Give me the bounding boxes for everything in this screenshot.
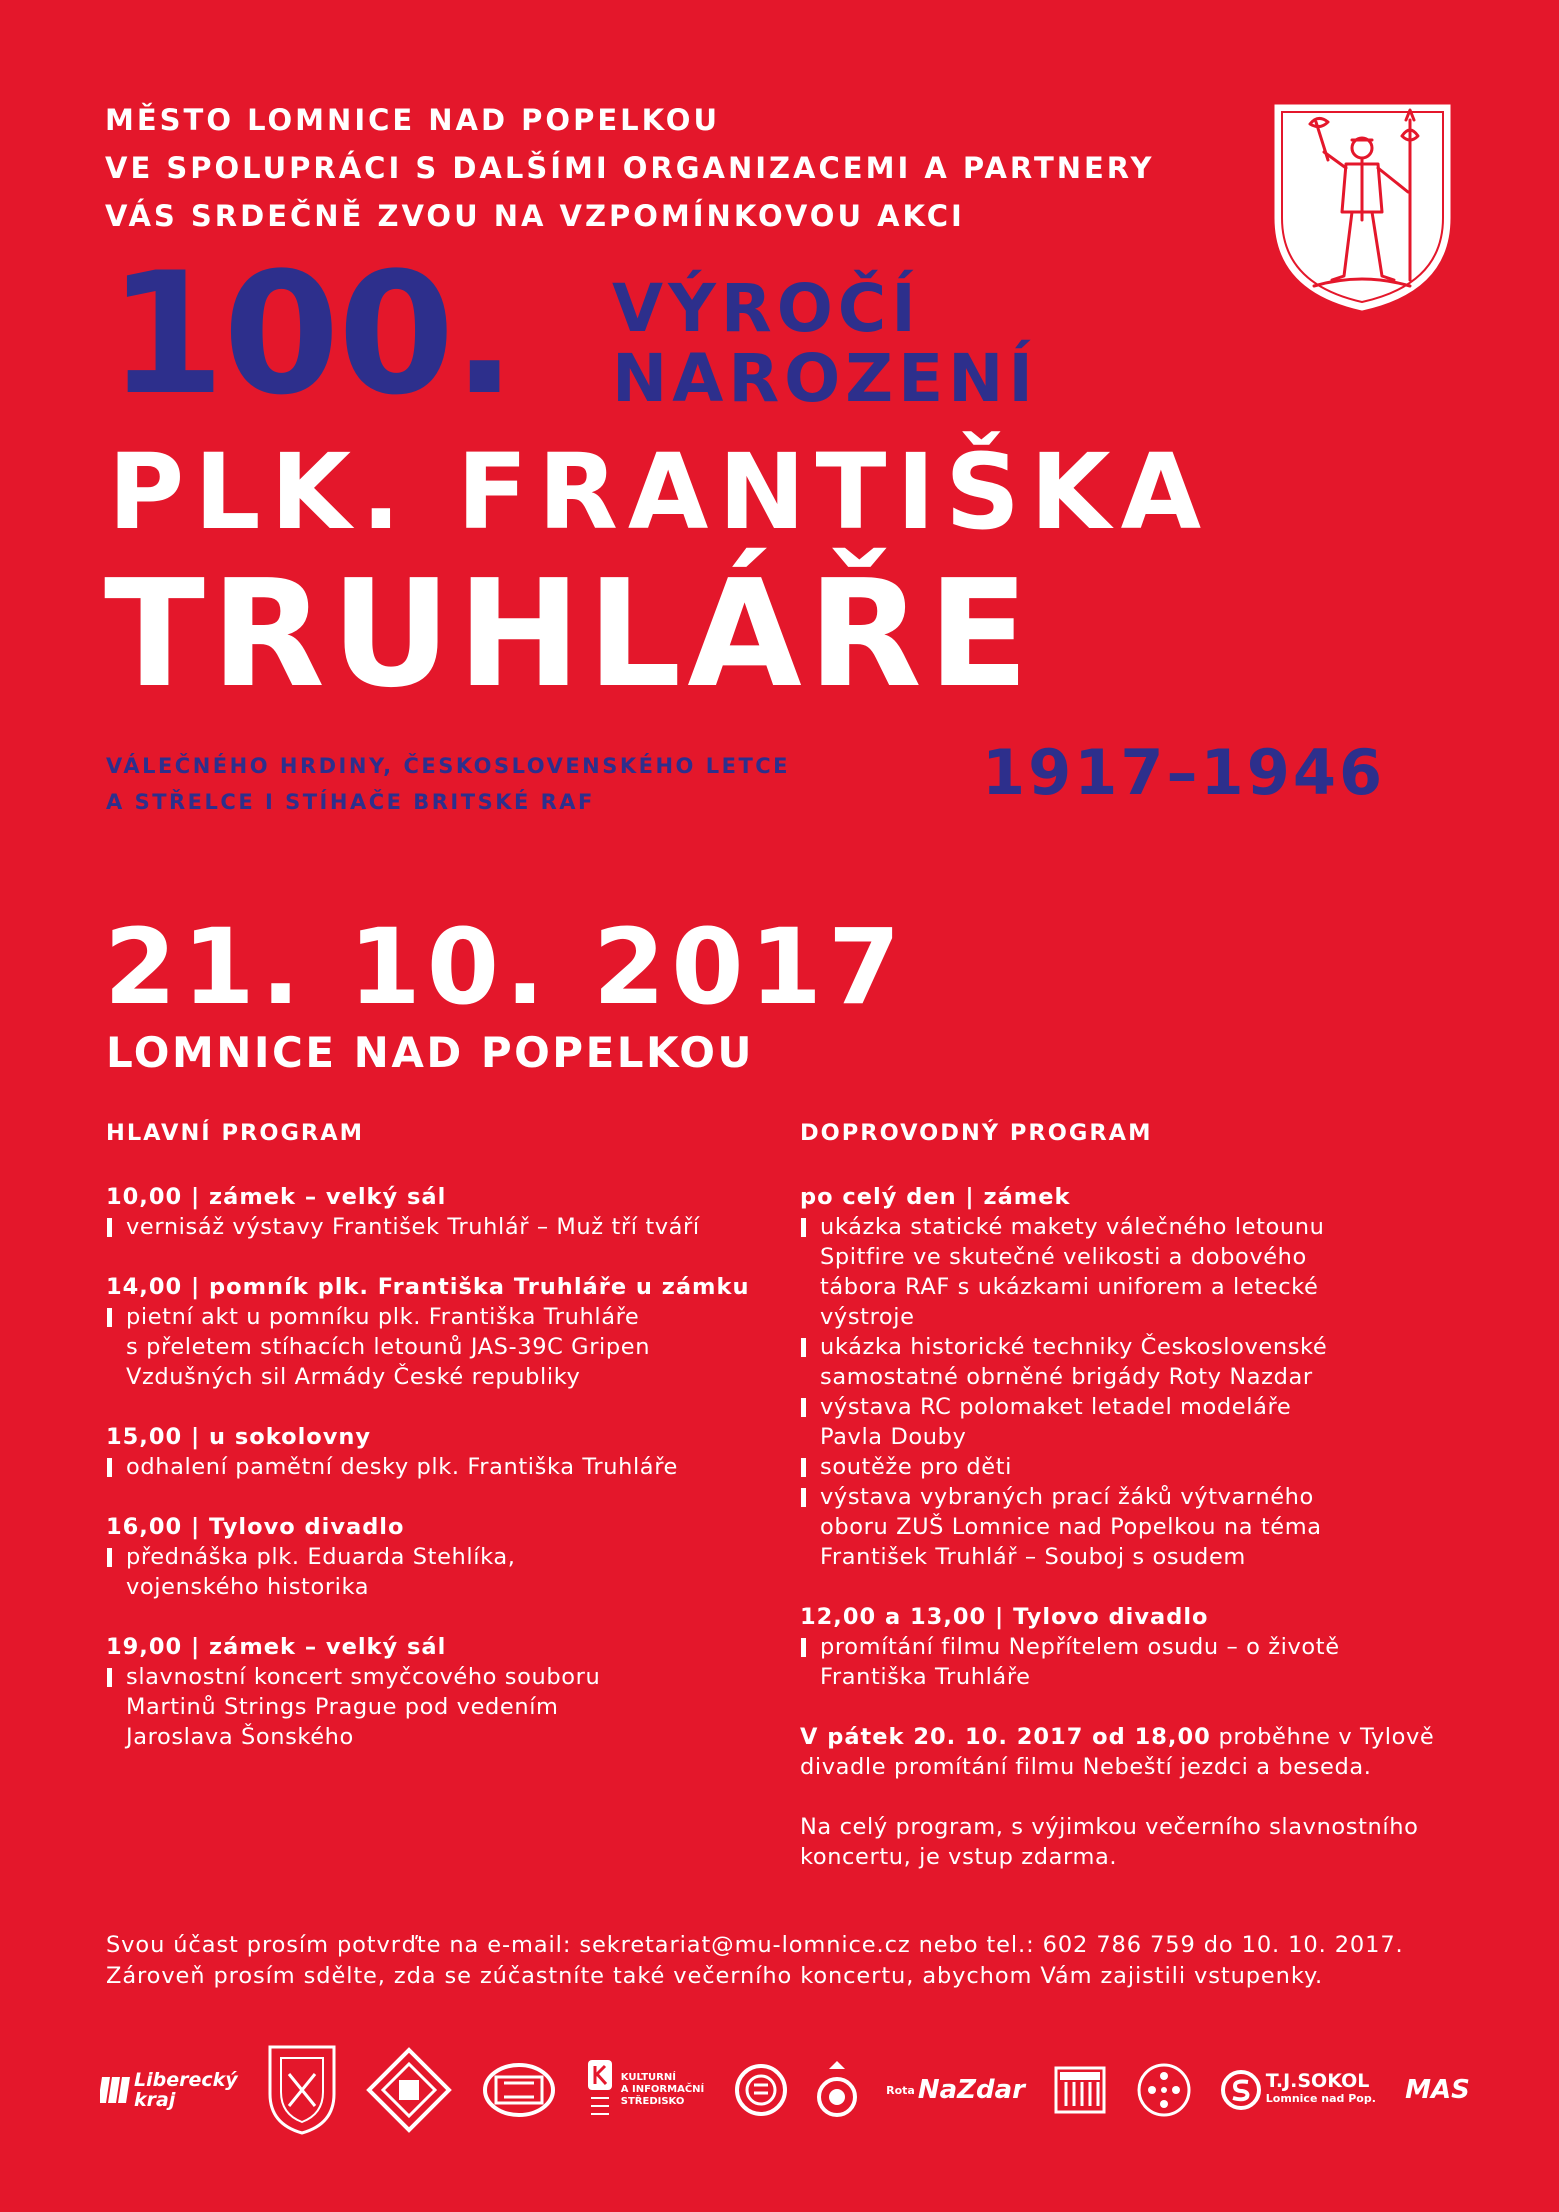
intro-line-3: VÁS SRDEČNĚ ZVOU NA VZPOMÍNKOVOU AKCI [105, 199, 965, 233]
friday-note [800, 1722, 1434, 1782]
program-item-text: odhalení pamětní desky plk. Františka Truhláře [126, 1454, 678, 1480]
sokol-icon [1221, 2070, 1261, 2110]
bullet-bar [801, 1218, 806, 1237]
program-item-text: pietní akt u pomníku plk. Františka Truhláře [126, 1304, 640, 1330]
kic-logo [585, 2058, 704, 2122]
sokol-logo [1221, 2070, 1376, 2110]
free-entry-line-1: Na celý program, s výjimkou večerního slavnostního [800, 1814, 1419, 1840]
main-program [106, 1118, 749, 1782]
program-block [106, 1422, 749, 1482]
program-item-text: soutěže pro děti [820, 1454, 1012, 1480]
bullet-bar [801, 1458, 806, 1477]
raf-roundel-icon [817, 2059, 857, 2121]
program-item [800, 1332, 1434, 1362]
bullet-bar [801, 1398, 806, 1417]
bullet-bar [801, 1338, 806, 1357]
program-block [800, 1602, 1434, 1692]
intro-line-1: MĚSTO LOMNICE NAD POPELKOU [105, 103, 720, 137]
bullet-bar [107, 1548, 112, 1567]
kic-line-3: STŘEDISKO [620, 2096, 685, 2107]
intro-line-2: VE SPOLUPRÁCI S DALŠÍMI ORGANIZACEMI A PARTNERY [105, 151, 1155, 185]
program-block-title: 16,00 | Tylovo divadlo [106, 1514, 405, 1540]
program-item-text: slavnostní koncert smyčcového souboru [126, 1664, 601, 1690]
bullet-bar [801, 1488, 806, 1507]
program-item-continuation: výstroje [820, 1304, 915, 1330]
hero-subtitle-line-2: A STŘELCE I STÍHAČE BRITSKÉ RAF [106, 790, 595, 814]
anniversary-number: 100. [108, 236, 515, 432]
hero-subtitle [106, 748, 790, 820]
side-program-heading: DOPROVODNÝ PROGRAM [800, 1120, 1153, 1146]
program-block-title: 19,00 | zámek – velký sál [106, 1634, 447, 1660]
liberecky-kraj-logo [100, 2070, 238, 2110]
program-item [106, 1662, 749, 1692]
kic-k-icon [585, 2058, 615, 2122]
bullet-bar [801, 1638, 806, 1657]
theatre-logo-icon [1054, 2066, 1106, 2114]
program-block [106, 1632, 749, 1752]
hero-subtitle-line-1: VÁLEČNÉHO HRDINY, ČESKOSLOVENSKÉHO LETCE [106, 754, 791, 778]
sokol-subtitle: Lomnice nad Pop. [1265, 2092, 1376, 2105]
rsvp-footer [106, 1930, 1404, 1992]
free-entry-note [800, 1812, 1434, 1872]
program-item [800, 1212, 1434, 1242]
partner-logos [100, 2035, 1470, 2145]
kic-line-1: KULTURNÍ [620, 2072, 676, 2083]
program-block-title: po celý den | zámek [800, 1184, 1071, 1210]
intro-text [105, 96, 1155, 240]
nazdar-label: NaZdar [917, 2075, 1025, 2105]
side-program [800, 1118, 1434, 1902]
program-item-continuation: samostatné obrněné brigády Roty Nazdar [820, 1364, 1313, 1390]
rota-nazdar-logo [886, 2075, 1025, 2105]
program-item [800, 1452, 1434, 1482]
program-block [106, 1512, 749, 1602]
program-item-continuation: s přeletem stíhacích letounů JAS-39C Gripen [126, 1334, 651, 1360]
sokol-title: T.J.SOKOL [1265, 2070, 1370, 2092]
program-block [106, 1272, 749, 1392]
bullet-bar [107, 1308, 112, 1327]
liberecky-kraj-icon [100, 2073, 130, 2107]
event-place: LOMNICE NAD POPELKOU [106, 1028, 755, 1077]
bullet-bar [107, 1668, 112, 1687]
program-item-continuation: Vzdušných sil Armády České republiky [126, 1364, 581, 1390]
anniversary-word-2: NAROZENÍ [612, 340, 1038, 417]
kic-line-2: A INFORMAČNÍ [620, 2084, 705, 2095]
program-item-continuation: tábora RAF s ukázkami uniforem a letecké [820, 1274, 1319, 1300]
program-item-text: vernisáž výstavy František Truhlář – Muž tří tváří [126, 1214, 700, 1240]
army-emblem-icon [366, 2047, 452, 2133]
program-item-text: ukázka historické techniky Československé [820, 1334, 1328, 1360]
liberecky-kraj-line-2: kraj [134, 2089, 176, 2111]
friday-note-line-2: divadle promítání filmu Nebeští jezdci a beseda. [800, 1754, 1372, 1780]
main-program-heading: HLAVNÍ PROGRAM [106, 1120, 365, 1146]
round-badge-icon [734, 2063, 788, 2117]
program-item-continuation: Martinů Strings Prague pod vedením [126, 1694, 559, 1720]
program-block [800, 1182, 1434, 1572]
rota-label: Rota [886, 2083, 915, 2097]
floral-circle-icon [1136, 2062, 1192, 2118]
program-item-text: přednáška plk. Eduarda Stehlíka, [126, 1544, 516, 1570]
program-item-continuation: Spitfire ve skutečné velikosti a dobového [820, 1244, 1307, 1270]
liberecky-kraj-line-1: Liberecký [134, 2069, 238, 2091]
life-years: 1917–1946 [982, 736, 1386, 809]
program-item [800, 1392, 1434, 1422]
bullet-bar [107, 1218, 112, 1237]
anniversary-word-1: VÝROČÍ [612, 270, 921, 347]
program-item-text: promítání filmu Nepřítelem osudu – o životě [820, 1634, 1340, 1660]
rsvp-line-1: Svou účast prosím potvrďte na e-mail: sekretariat@mu-lomnice.cz nebo tel.: 602 786 759 do 10. 10. 2017. [106, 1932, 1404, 1958]
program-item [106, 1212, 749, 1242]
program-item [106, 1542, 749, 1572]
program-block-title: 14,00 | pomník plk. Františka Truhláře u zámku [106, 1274, 750, 1300]
osvh-logo-icon [482, 2061, 556, 2119]
program-item-continuation: Pavla Douby [820, 1424, 967, 1450]
program-item [106, 1452, 749, 1482]
free-entry-line-2: koncertu, je vstup zdarma. [800, 1844, 1118, 1870]
program-block [106, 1182, 749, 1242]
mas-logo: MAS [1405, 2075, 1470, 2105]
surname-heading: TRUHLÁŘE [104, 548, 1035, 720]
friday-note-bold: V pátek 20. 10. 2017 od 18,00 [800, 1724, 1211, 1750]
program-item-continuation: František Truhlář – Souboj s osudem [820, 1544, 1246, 1570]
city-crest-icon [1270, 100, 1455, 315]
anniversary-words [612, 270, 1038, 417]
program-item-continuation: Jaroslava Šonského [126, 1724, 354, 1750]
friday-note-line-1 [800, 1722, 1434, 1752]
program-item [800, 1632, 1434, 1662]
program-block-title: 10,00 | zámek – velký sál [106, 1184, 447, 1210]
program-item [106, 1302, 749, 1332]
bullet-bar [107, 1458, 112, 1477]
military-crest-icon [267, 2044, 337, 2136]
friday-note-rest: proběhne v Tylově [1210, 1724, 1435, 1750]
program-item-continuation: oboru ZUŠ Lomnice nad Popelkou na téma [820, 1514, 1322, 1540]
event-date: 21. 10. 2017 [104, 906, 907, 1028]
program-item-text: výstava vybraných prací žáků výtvarného [820, 1484, 1314, 1510]
program-item-continuation: vojenského historika [126, 1574, 370, 1600]
program-item-text: výstava RC polomaket letadel modeláře [820, 1394, 1292, 1420]
program-item [800, 1482, 1434, 1512]
program-block-title: 12,00 a 13,00 | Tylovo divadlo [800, 1604, 1209, 1630]
program-block-title: 15,00 | u sokolovny [106, 1424, 372, 1450]
program-item-text: ukázka statické makety válečného letounu [820, 1214, 1325, 1240]
rank-name-heading: PLK. FRANTIŠKA [108, 431, 1212, 553]
program-item-continuation: Františka Truhláře [820, 1664, 1031, 1690]
rsvp-line-2: Zároveň prosím sdělte, zda se zúčastníte také večerního koncertu, abychom Vám zajistili vstupenky. [106, 1963, 1324, 1989]
